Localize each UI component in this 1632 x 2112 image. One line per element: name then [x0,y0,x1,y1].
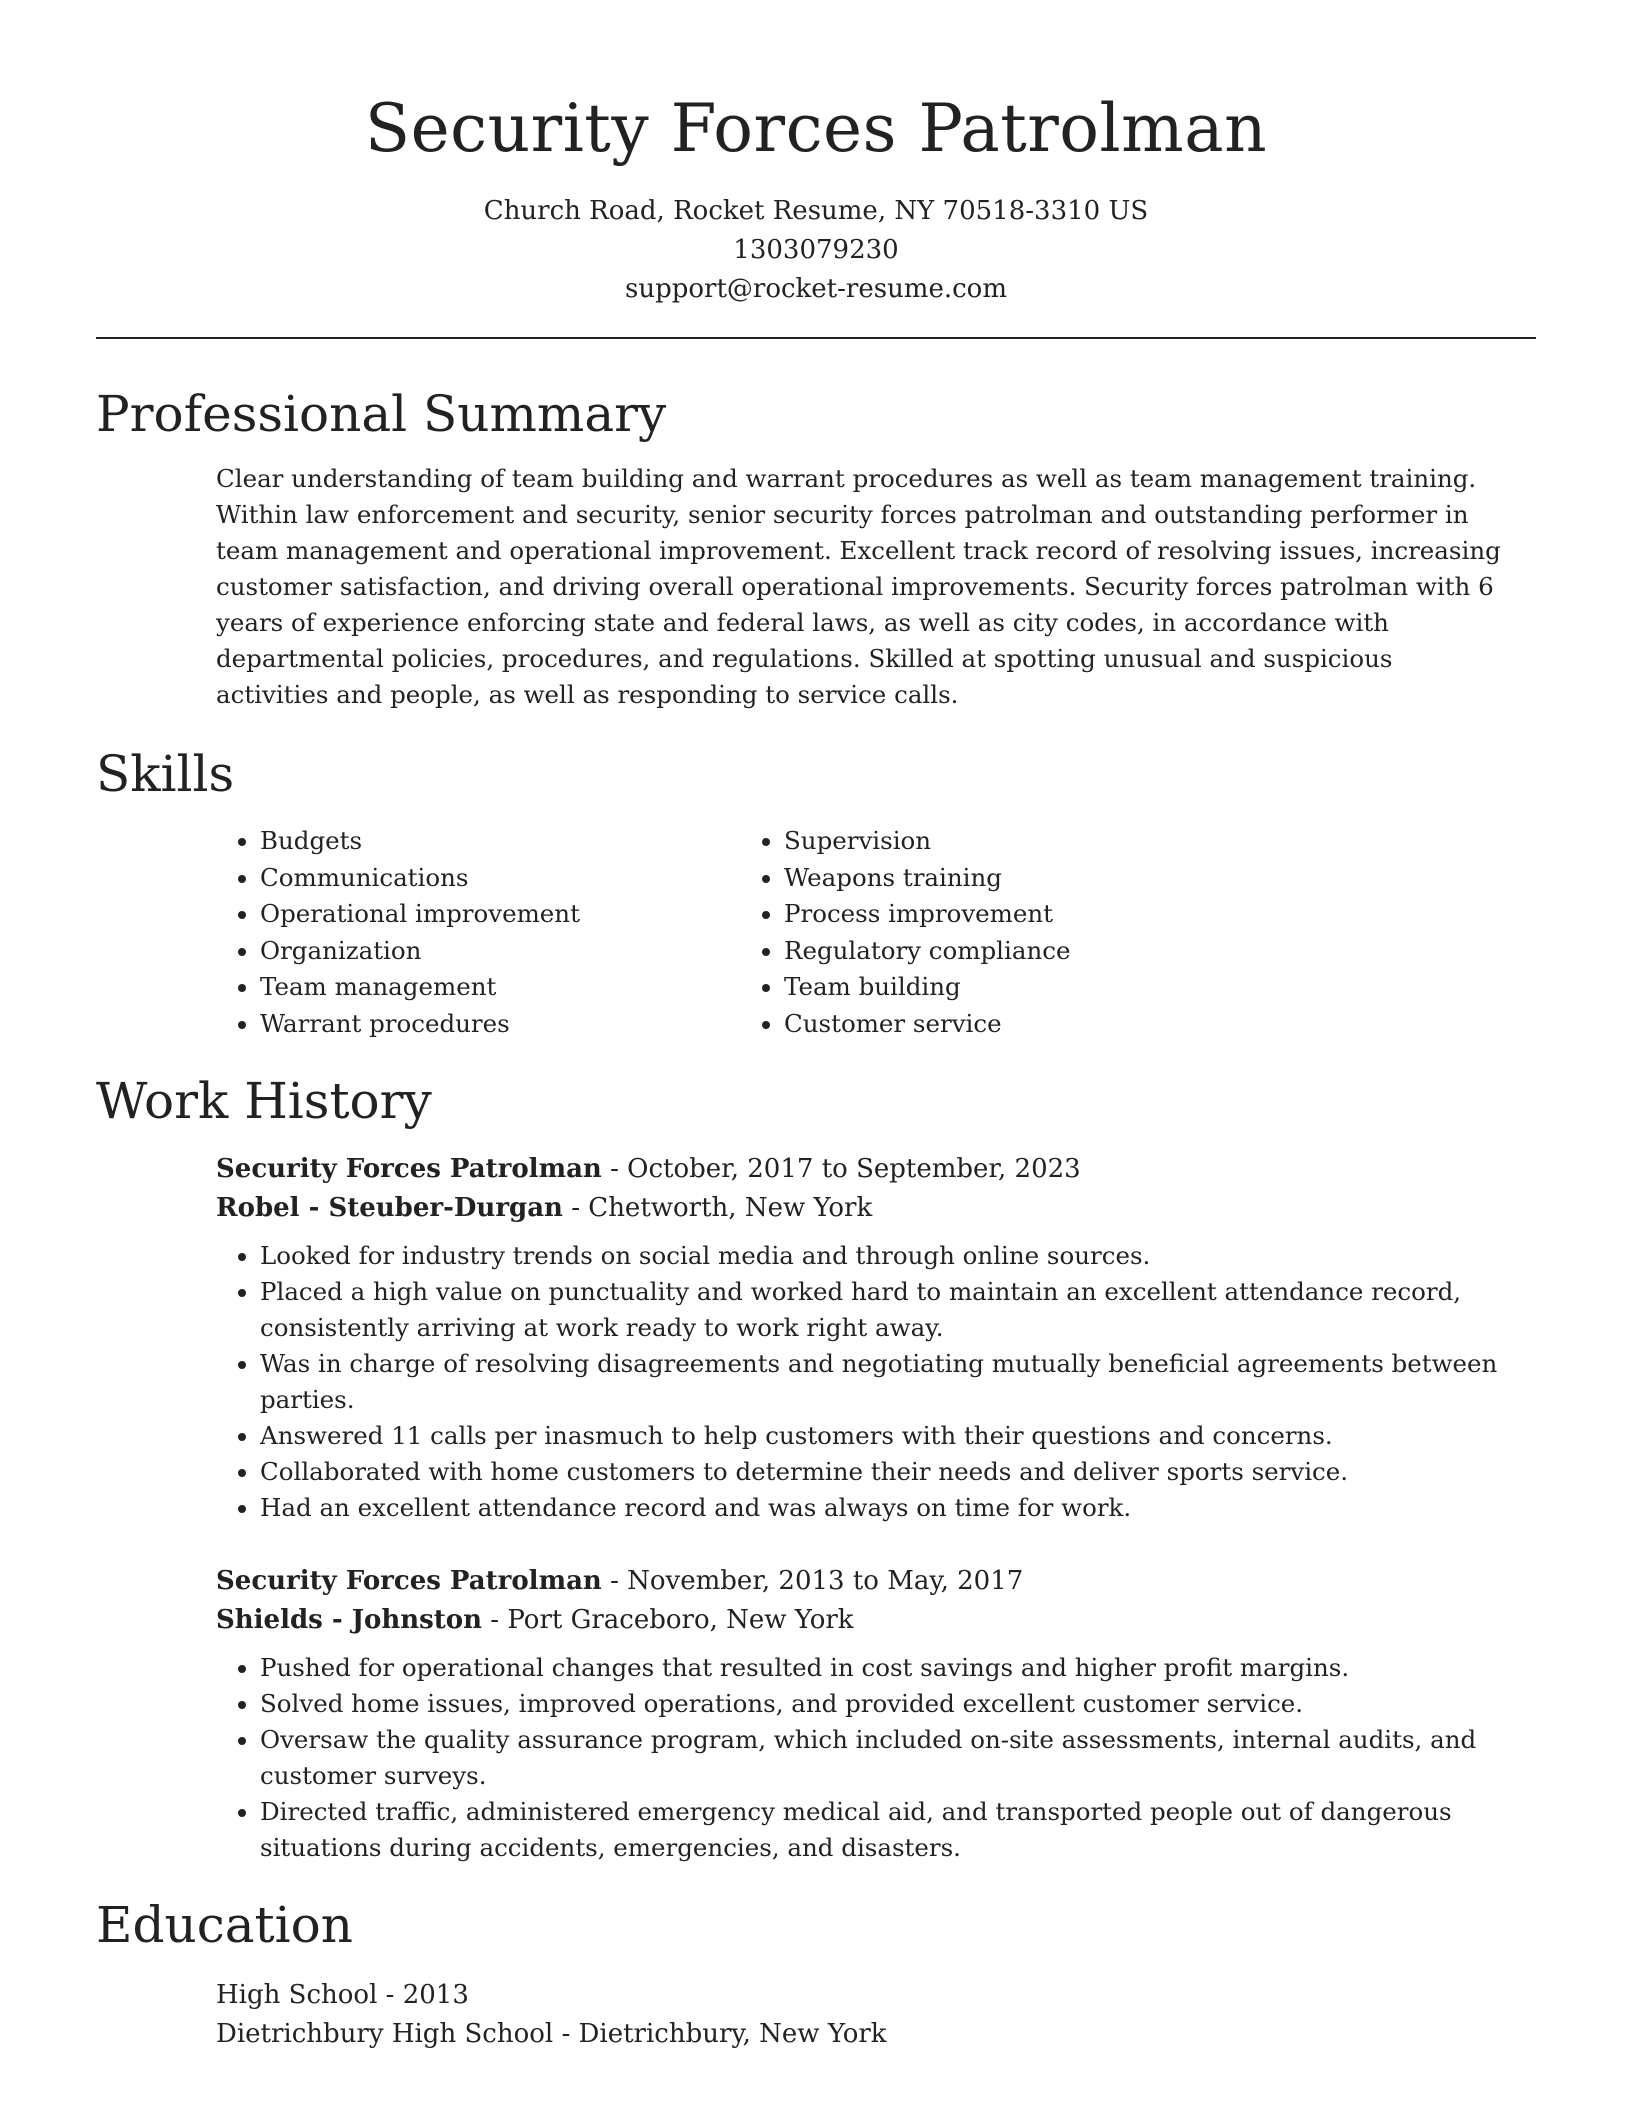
skill-item: • Regulatory compliance [784,933,1434,970]
job-bullet: • Placed a high value on punctuality and worked hard to maintain an excellent attendance record, consistently arriving at work ready to work right away. [260,1274,1536,1346]
job-bullet: • Collaborated with home customers to determine their needs and deliver sports service. [260,1454,1536,1490]
phone-text: 1303079230 [733,235,899,265]
skill-item: • Process improvement [784,896,1434,933]
summary-text: Clear understanding of team building and warrant procedures as well as team management training. Within law enforcement and security, senior security forces patrolman and outstanding performer in team management and operational improvement. Excellent track record of resolving issues, increasing customer satisfaction, and driving overall operational improvements. Security forces patrolman with 6 years of experience enforcing state and federal laws, as well as city codes, in accordance with departmental policies, procedures, and regulations. Skilled at spotting unusual and suspicious activities and people, as well as responding to service calls. [216,464,1501,709]
job-bullet: • Had an excellent attendance record and was always on time for work. [260,1490,1536,1526]
skill-item: • Supervision [784,823,1434,860]
education-degree-line [96,1976,1536,2015]
job-bullet: • Directed traffic, administered emergency medical aid, and transported people out of dangerous situations during accidents, emergencies, and disasters. [260,1794,1536,1866]
section-title-skills: Skills [96,745,235,803]
job-bullet: • Oversaw the quality assurance program, which included on-site assessments, internal audits, and customer surveys. [260,1722,1536,1794]
education-school: Dietrichbury High School [216,2019,554,2049]
skill-item: • Organization [260,933,740,970]
separator: - [601,1154,628,1184]
education-year: 2013 [402,1980,469,2010]
education-entry [96,1976,1536,2054]
candidate-name: Security Forces Patrolman [364,90,1268,167]
job-title-line [96,1150,1536,1189]
skill-item: • Team management [260,969,740,1006]
address-text: Church Road, Rocket Resume, NY 70518-3310 US [483,196,1149,226]
skill-item: • Communications [260,860,740,897]
section-title-education: Education [96,1896,353,1954]
resume-header [96,0,1536,309]
job-location: Port Graceboro, New York [507,1605,854,1635]
separator: - [377,1980,403,2010]
education-location: Dietrichbury, New York [578,2019,887,2049]
job-position: Security Forces Patrolman [216,1154,602,1184]
education-degree: High School [216,1980,378,2010]
job-entry [96,1562,1536,1866]
job-bullet: • Pushed for operational changes that resulted in cost savings and higher profit margins. [260,1650,1536,1686]
job-bullet: • Solved home issues, improved operations, and provided excellent customer service. [260,1686,1536,1722]
job-bullet: • Was in charge of resolving disagreements and negotiating mutually beneficial agreements between parties. [260,1346,1536,1418]
job-company-line [96,1189,1536,1228]
skill-item: • Weapons training [784,860,1434,897]
contact-info [96,192,1536,309]
job-company-line [96,1601,1536,1640]
job-dates: November, 2013 to May, 2017 [627,1566,1024,1596]
job-location: Chetworth, New York [588,1193,873,1223]
skill-item: • Operational improvement [260,896,740,933]
job-title-line [96,1562,1536,1601]
job-bullet: • Looked for industry trends on social media and through online sources. [260,1238,1536,1274]
job-bullets [96,1238,1536,1526]
education-school-line [96,2015,1536,2054]
section-title-work-history: Work History [96,1072,432,1130]
skills-column-left [96,823,740,1042]
job-dates: October, 2017 to September, 2023 [627,1154,1081,1184]
job-company: Robel - Steuber-Durgan [216,1193,563,1223]
separator: - [482,1605,508,1635]
skill-item: • Budgets [260,823,740,860]
separator: - [562,1193,589,1223]
skill-item: • Team building [784,969,1434,1006]
separator: - [601,1566,628,1596]
job-position: Security Forces Patrolman [216,1566,602,1596]
job-company: Shields - Johnston [216,1605,483,1635]
skills-list [96,823,1536,1042]
skill-item: • Customer service [784,1006,1434,1043]
job-bullets [96,1650,1536,1866]
job-bullet: • Answered 11 calls per inasmuch to help customers with their questions and concerns. [260,1418,1536,1454]
job-entry [96,1150,1536,1526]
header-divider [96,337,1536,339]
email-link[interactable]: support@rocket-resume.com [624,274,1007,304]
skill-item: • Warrant procedures [260,1006,740,1043]
skills-column-right [740,823,1434,1042]
separator: - [553,2019,579,2049]
section-title-summary: Professional Summary [96,385,667,443]
